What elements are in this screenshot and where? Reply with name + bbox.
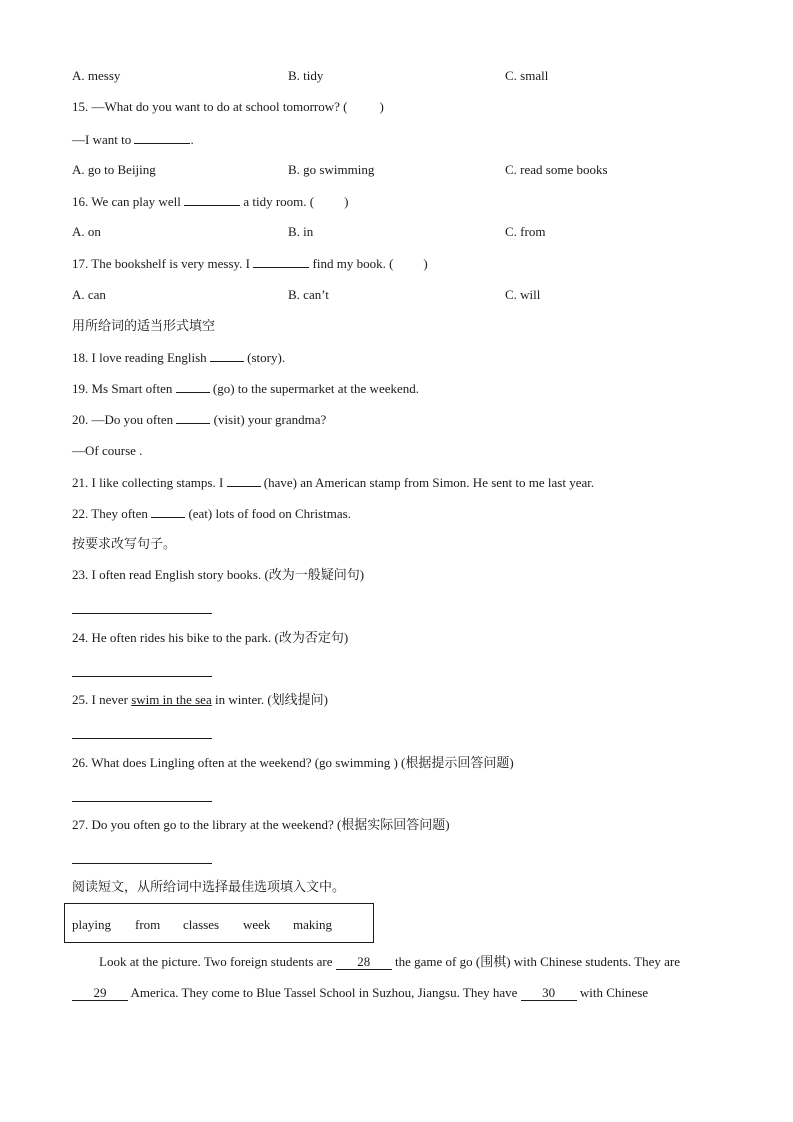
word-bank-item: making	[293, 917, 332, 932]
word-bank	[64, 903, 374, 943]
q14-option-a[interactable]: A. messy	[72, 68, 121, 83]
word-bank-item: classes	[183, 917, 220, 932]
passage-l1-post: the game of go (围棋) with Chinese students. They are	[391, 954, 680, 969]
q25-underlined: swim in the sea	[131, 692, 212, 707]
q19-post: (go) to the supermarket at the weekend.	[212, 381, 420, 396]
q20-post: (visit) your grandma?	[213, 412, 327, 427]
word-bank-item: from	[135, 917, 161, 932]
q15-option-a[interactable]: A. go to Beijing	[72, 162, 156, 177]
q18-pre: 18. I love reading English	[72, 350, 210, 365]
q16-stem	[72, 193, 348, 210]
q23: 23. I often read English story books. (改为一般疑问句)	[72, 567, 365, 582]
q14-option-b[interactable]: B. tidy	[288, 68, 324, 83]
q25-pre: 25. I never	[72, 692, 132, 707]
q16-option-b[interactable]: B. in	[288, 224, 314, 239]
q22	[72, 505, 351, 522]
q20-reply: —Of course .	[72, 443, 143, 458]
q23-answer-line[interactable]	[72, 613, 212, 614]
q20-blank[interactable]	[176, 411, 210, 424]
q24: 24. He often rides his bike to the park. (改为否定句)	[72, 630, 349, 645]
q16-option-a[interactable]: A. on	[72, 224, 101, 239]
blank-28[interactable]: 28	[336, 955, 392, 970]
q17-option-a[interactable]: A. can	[72, 287, 106, 302]
blank-30[interactable]: 30	[521, 986, 577, 1001]
q15-reply-pre: —I want to	[72, 132, 135, 147]
q27-answer-line[interactable]	[72, 863, 212, 864]
q17-close: )	[423, 256, 428, 271]
q25-post: in winter. (划线提问)	[211, 692, 328, 707]
passage-l2-mid: America. They come to Blue Tassel School in Suzhou, Jiangsu. They have	[128, 985, 521, 1000]
q15-blank[interactable]	[134, 131, 190, 144]
q17-option-b[interactable]: B. can’t	[288, 287, 329, 302]
q15-close: )	[379, 99, 384, 114]
q22-pre: 22. They often	[72, 506, 152, 521]
section-reading-heading: 阅读短文，从所给词中选择最佳选项填入文中。	[72, 879, 346, 894]
q26-answer-line[interactable]	[72, 801, 212, 802]
passage-l1-pre: Look at the picture. Two foreign students are	[99, 954, 336, 969]
word-bank-item: playing	[72, 917, 111, 932]
q17-blank[interactable]	[253, 255, 309, 268]
q16-close: )	[344, 194, 349, 209]
q18-blank[interactable]	[210, 349, 244, 362]
q17-stem	[72, 255, 428, 272]
q19-pre: 19. Ms Smart often	[72, 381, 176, 396]
q14-option-c[interactable]: C. small	[505, 68, 549, 83]
q17-option-c[interactable]: C. will	[505, 287, 541, 302]
passage-line-2	[72, 985, 648, 1001]
q21-post: (have) an American stamp from Simon. He sent to me last year.	[263, 475, 595, 490]
q19	[72, 380, 419, 397]
q16-post: a tidy room. (	[240, 194, 315, 209]
q15-options	[72, 162, 692, 178]
q20-pre: 20. —Do you often	[72, 412, 177, 427]
q17-pre: 17. The bookshelf is very messy. I	[72, 256, 254, 271]
q21-pre: 21. I like collecting stamps. I	[72, 475, 227, 490]
q15-option-c[interactable]: C. read some books	[505, 162, 608, 177]
q22-post: (eat) lots of food on Christmas.	[188, 506, 351, 521]
q15-stem	[72, 99, 384, 115]
q26: 26. What does Lingling often at the weekend? (go swimming ) (根据提示回答问题)	[72, 755, 514, 770]
q16-option-c[interactable]: C. from	[505, 224, 546, 239]
q18	[72, 349, 285, 366]
passage-l2-post: with Chinese	[576, 985, 649, 1000]
passage-line-1	[99, 954, 680, 970]
word-bank-item: week	[243, 917, 271, 932]
q16-blank[interactable]	[184, 193, 240, 206]
q20	[72, 411, 326, 428]
q15-stem-text: 15. —What do you want to do at school tomorrow? (	[72, 99, 348, 114]
q21	[72, 474, 594, 491]
q24-answer-line[interactable]	[72, 676, 212, 677]
q22-blank[interactable]	[151, 505, 185, 518]
q17-options	[72, 287, 692, 303]
q25	[72, 692, 328, 708]
q14-options	[72, 68, 692, 84]
q25-answer-line[interactable]	[72, 738, 212, 739]
q15-option-b[interactable]: B. go swimming	[288, 162, 375, 177]
q15-reply-post: .	[190, 132, 194, 147]
q21-blank[interactable]	[227, 474, 261, 487]
q19-blank[interactable]	[176, 380, 210, 393]
section-fill-heading: 用所给词的适当形式填空	[72, 318, 216, 333]
section-rewrite-heading: 按要求改写句子。	[72, 536, 177, 551]
q27: 27. Do you often go to the library at the weekend? (根据实际回答问题)	[72, 817, 450, 832]
q16-pre: 16. We can play well	[72, 194, 185, 209]
blank-29[interactable]: 29	[72, 986, 128, 1001]
q17-post: find my book. (	[309, 256, 394, 271]
q15-reply	[72, 131, 194, 148]
q18-post: (story).	[247, 350, 286, 365]
q16-options	[72, 224, 692, 240]
